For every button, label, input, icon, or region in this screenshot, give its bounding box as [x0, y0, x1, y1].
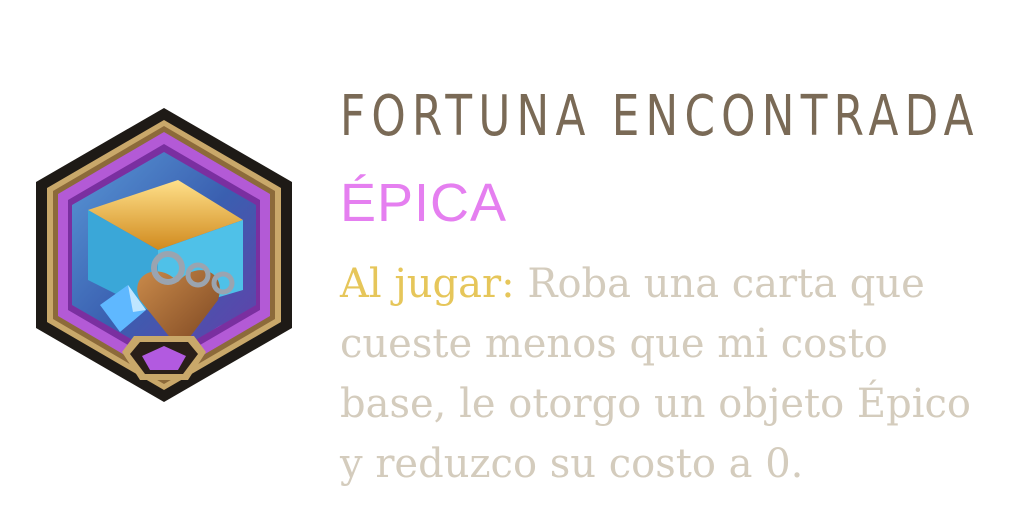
- augment-description: [340, 254, 1010, 494]
- treasure-chest-icon: [28, 100, 300, 410]
- augment-emblem: [28, 100, 300, 410]
- description-line: base, le otorgo un objeto Épico: [340, 381, 971, 427]
- description-line: [340, 254, 1010, 314]
- augment-title: FORTUNA ENCONTRADA: [340, 84, 980, 149]
- keyword-label: Al jugar:: [340, 261, 515, 307]
- description-line: cueste menos que mi costo: [340, 321, 888, 367]
- rarity-label: ÉPICA: [340, 173, 508, 233]
- description-line: y reduzco su costo a 0.: [340, 441, 804, 487]
- description-text: Roba una carta que: [514, 261, 925, 307]
